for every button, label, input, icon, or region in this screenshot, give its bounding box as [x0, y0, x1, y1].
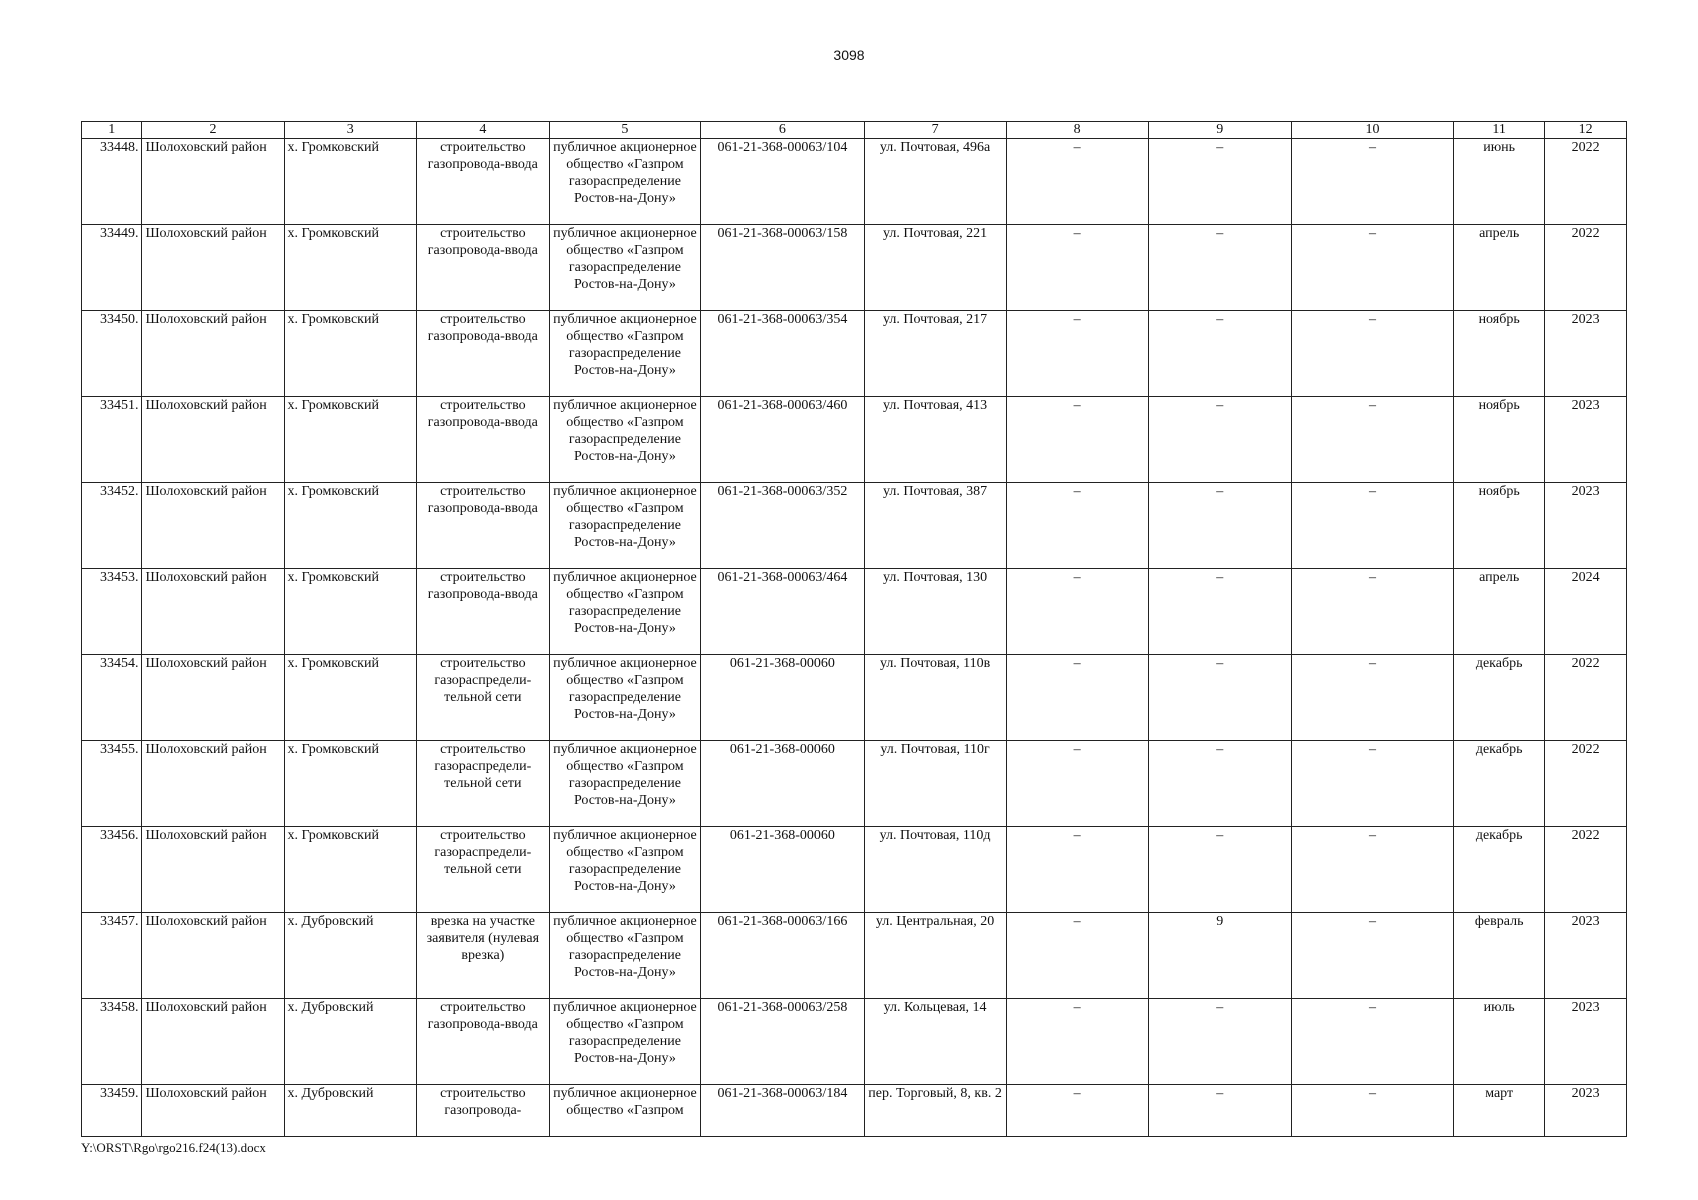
organization-cell: публичное акционерное общество «Газпром газораспределение Ростов-на-Дону» — [549, 741, 701, 827]
column-8-cell: – — [1006, 1085, 1148, 1137]
row-number: 33449. — [82, 225, 142, 311]
column-9-cell: 9 — [1148, 913, 1291, 999]
month-cell: июль — [1454, 999, 1545, 1085]
code-cell: 061-21-368-00063/460 — [701, 397, 864, 483]
table-row — [82, 483, 1627, 569]
column-9-cell: – — [1148, 225, 1291, 311]
table-body — [82, 139, 1627, 1137]
address-cell: ул. Почтовая, 217 — [864, 311, 1006, 397]
column-9-cell: – — [1148, 311, 1291, 397]
organization-cell: публичное акционерное общество «Газпром газораспределение Ростов-на-Дону» — [549, 311, 701, 397]
column-header: 8 — [1006, 122, 1148, 139]
address-cell: ул. Почтовая, 413 — [864, 397, 1006, 483]
row-number: 33456. — [82, 827, 142, 913]
table-row — [82, 1085, 1627, 1137]
year-cell: 2024 — [1545, 569, 1627, 655]
settlement-cell: х. Дубровский — [284, 999, 417, 1085]
year-cell: 2023 — [1545, 397, 1627, 483]
year-cell: 2023 — [1545, 913, 1627, 999]
code-cell: 061-21-368-00063/464 — [701, 569, 864, 655]
organization-cell: публичное акционерное общество «Газпром газораспределение Ростов-на-Дону» — [549, 569, 701, 655]
table-row — [82, 569, 1627, 655]
column-header: 10 — [1291, 122, 1453, 139]
year-cell: 2022 — [1545, 655, 1627, 741]
column-8-cell: – — [1006, 827, 1148, 913]
column-10-cell: – — [1291, 225, 1453, 311]
column-8-cell: – — [1006, 225, 1148, 311]
address-cell: ул. Почтовая, 221 — [864, 225, 1006, 311]
year-cell: 2022 — [1545, 741, 1627, 827]
month-cell: декабрь — [1454, 827, 1545, 913]
column-8-cell: – — [1006, 569, 1148, 655]
row-number: 33453. — [82, 569, 142, 655]
table-header — [82, 122, 1627, 139]
district-cell: Шолоховский район — [142, 483, 284, 569]
column-header: 6 — [701, 122, 864, 139]
district-cell: Шолоховский район — [142, 311, 284, 397]
address-cell: ул. Центральная, 20 — [864, 913, 1006, 999]
column-10-cell: – — [1291, 741, 1453, 827]
column-header: 4 — [417, 122, 550, 139]
column-header: 5 — [549, 122, 701, 139]
settlement-cell: х. Громковский — [284, 311, 417, 397]
settlement-cell: х. Дубровский — [284, 913, 417, 999]
column-9-cell: – — [1148, 999, 1291, 1085]
column-header: 2 — [142, 122, 284, 139]
code-cell: 061-21-368-00063/104 — [701, 139, 864, 225]
month-cell: апрель — [1454, 225, 1545, 311]
column-header: 3 — [284, 122, 417, 139]
work-type-cell: строительство газораспредели-тельной сети — [417, 827, 550, 913]
row-number: 33458. — [82, 999, 142, 1085]
district-cell: Шолоховский район — [142, 655, 284, 741]
settlement-cell: х. Громковский — [284, 827, 417, 913]
month-cell: ноябрь — [1454, 311, 1545, 397]
column-8-cell: – — [1006, 655, 1148, 741]
column-10-cell: – — [1291, 913, 1453, 999]
year-cell: 2023 — [1545, 1085, 1627, 1137]
row-number: 33448. — [82, 139, 142, 225]
organization-cell: публичное акционерное общество «Газпром газораспределение Ростов-на-Дону» — [549, 827, 701, 913]
work-type-cell: строительство газопровода-ввода — [417, 397, 550, 483]
settlement-cell: х. Громковский — [284, 483, 417, 569]
organization-cell: публичное акционерное общество «Газпром газораспределение Ростов-на-Дону» — [549, 397, 701, 483]
work-type-cell: строительство газопровода-ввода — [417, 311, 550, 397]
month-cell: ноябрь — [1454, 483, 1545, 569]
district-cell: Шолоховский район — [142, 913, 284, 999]
column-10-cell: – — [1291, 397, 1453, 483]
year-cell: 2022 — [1545, 139, 1627, 225]
page-number: 3098 — [833, 47, 865, 63]
district-cell: Шолоховский район — [142, 225, 284, 311]
row-number: 33457. — [82, 913, 142, 999]
code-cell: 061-21-368-00063/352 — [701, 483, 864, 569]
column-10-cell: – — [1291, 827, 1453, 913]
table-row — [82, 827, 1627, 913]
district-cell: Шолоховский район — [142, 569, 284, 655]
organization-cell: публичное акционерное общество «Газпром газораспределение Ростов-на-Дону» — [549, 913, 701, 999]
code-cell: 061-21-368-00063/354 — [701, 311, 864, 397]
organization-cell: публичное акционерное общество «Газпром газораспределение Ростов-на-Дону» — [549, 225, 701, 311]
table-row — [82, 913, 1627, 999]
month-cell: февраль — [1454, 913, 1545, 999]
code-cell: 061-21-368-00063/158 — [701, 225, 864, 311]
year-cell: 2023 — [1545, 311, 1627, 397]
year-cell: 2023 — [1545, 483, 1627, 569]
code-cell: 061-21-368-00063/258 — [701, 999, 864, 1085]
column-header: 11 — [1454, 122, 1545, 139]
column-header: 1 — [82, 122, 142, 139]
month-cell: декабрь — [1454, 655, 1545, 741]
row-number: 33452. — [82, 483, 142, 569]
column-10-cell: – — [1291, 655, 1453, 741]
work-type-cell: строительство газопровода-ввода — [417, 999, 550, 1085]
organization-cell: публичное акционерное общество «Газпром — [549, 1085, 701, 1137]
column-9-cell: – — [1148, 655, 1291, 741]
district-cell: Шолоховский район — [142, 139, 284, 225]
column-8-cell: – — [1006, 311, 1148, 397]
address-cell: ул. Почтовая, 110д — [864, 827, 1006, 913]
settlement-cell: х. Громковский — [284, 225, 417, 311]
month-cell: апрель — [1454, 569, 1545, 655]
table-row — [82, 225, 1627, 311]
month-cell: июнь — [1454, 139, 1545, 225]
month-cell: декабрь — [1454, 741, 1545, 827]
column-8-cell: – — [1006, 139, 1148, 225]
column-10-cell: – — [1291, 139, 1453, 225]
address-cell: ул. Почтовая, 110г — [864, 741, 1006, 827]
year-cell: 2022 — [1545, 225, 1627, 311]
settlement-cell: х. Громковский — [284, 569, 417, 655]
column-8-cell: – — [1006, 913, 1148, 999]
table-row — [82, 397, 1627, 483]
settlement-cell: х. Громковский — [284, 139, 417, 225]
address-cell: ул. Почтовая, 110в — [864, 655, 1006, 741]
column-9-cell: – — [1148, 1085, 1291, 1137]
table-row — [82, 999, 1627, 1085]
work-type-cell: строительство газопровода-ввода — [417, 569, 550, 655]
table-row — [82, 655, 1627, 741]
footer-file-path: Y:\ORST\Rgo\rgo216.f24(13).docx — [81, 1140, 266, 1155]
table-row — [82, 139, 1627, 225]
row-number: 33451. — [82, 397, 142, 483]
address-cell: ул. Кольцевая, 14 — [864, 999, 1006, 1085]
column-9-cell: – — [1148, 569, 1291, 655]
column-header: 7 — [864, 122, 1006, 139]
table-row — [82, 311, 1627, 397]
work-type-cell: строительство газопровода-ввода — [417, 483, 550, 569]
column-8-cell: – — [1006, 999, 1148, 1085]
address-cell: ул. Почтовая, 387 — [864, 483, 1006, 569]
district-cell: Шолоховский район — [142, 827, 284, 913]
column-8-cell: – — [1006, 397, 1148, 483]
column-9-cell: – — [1148, 397, 1291, 483]
organization-cell: публичное акционерное общество «Газпром газораспределение Ростов-на-Дону» — [549, 655, 701, 741]
address-cell: ул. Почтовая, 130 — [864, 569, 1006, 655]
settlement-cell: х. Громковский — [284, 397, 417, 483]
column-header: 12 — [1545, 122, 1627, 139]
row-number: 33450. — [82, 311, 142, 397]
data-table — [81, 121, 1627, 1137]
work-type-cell: строительство газораспредели-тельной сети — [417, 741, 550, 827]
organization-cell: публичное акционерное общество «Газпром газораспределение Ростов-на-Дону» — [549, 999, 701, 1085]
column-10-cell: – — [1291, 999, 1453, 1085]
column-9-cell: – — [1148, 483, 1291, 569]
code-cell: 061-21-368-00060 — [701, 827, 864, 913]
year-cell: 2022 — [1545, 827, 1627, 913]
district-cell: Шолоховский район — [142, 1085, 284, 1137]
code-cell: 061-21-368-00060 — [701, 655, 864, 741]
work-type-cell: строительство газопровода-ввода — [417, 225, 550, 311]
district-cell: Шолоховский район — [142, 999, 284, 1085]
settlement-cell: х. Громковский — [284, 655, 417, 741]
column-10-cell: – — [1291, 569, 1453, 655]
work-type-cell: врезка на участке заявителя (нулевая врезка) — [417, 913, 550, 999]
year-cell: 2023 — [1545, 999, 1627, 1085]
district-cell: Шолоховский район — [142, 741, 284, 827]
work-type-cell: строительство газораспредели-тельной сети — [417, 655, 550, 741]
settlement-cell: х. Дубровский — [284, 1085, 417, 1137]
code-cell: 061-21-368-00063/166 — [701, 913, 864, 999]
column-10-cell: – — [1291, 311, 1453, 397]
address-cell: ул. Почтовая, 496а — [864, 139, 1006, 225]
column-9-cell: – — [1148, 139, 1291, 225]
table-row — [82, 741, 1627, 827]
row-number: 33455. — [82, 741, 142, 827]
code-cell: 061-21-368-00063/184 — [701, 1085, 864, 1137]
district-cell: Шолоховский район — [142, 397, 284, 483]
column-9-cell: – — [1148, 827, 1291, 913]
work-type-cell: строительство газопровода- — [417, 1085, 550, 1137]
row-number: 33454. — [82, 655, 142, 741]
column-10-cell: – — [1291, 483, 1453, 569]
settlement-cell: х. Громковский — [284, 741, 417, 827]
work-type-cell: строительство газопровода-ввода — [417, 139, 550, 225]
column-header: 9 — [1148, 122, 1291, 139]
column-10-cell: – — [1291, 1085, 1453, 1137]
column-9-cell: – — [1148, 741, 1291, 827]
month-cell: март — [1454, 1085, 1545, 1137]
column-8-cell: – — [1006, 483, 1148, 569]
month-cell: ноябрь — [1454, 397, 1545, 483]
code-cell: 061-21-368-00060 — [701, 741, 864, 827]
address-cell: пер. Торговый, 8, кв. 2 — [864, 1085, 1006, 1137]
column-8-cell: – — [1006, 741, 1148, 827]
organization-cell: публичное акционерное общество «Газпром газораспределение Ростов-на-Дону» — [549, 139, 701, 225]
organization-cell: публичное акционерное общество «Газпром газораспределение Ростов-на-Дону» — [549, 483, 701, 569]
row-number: 33459. — [82, 1085, 142, 1137]
